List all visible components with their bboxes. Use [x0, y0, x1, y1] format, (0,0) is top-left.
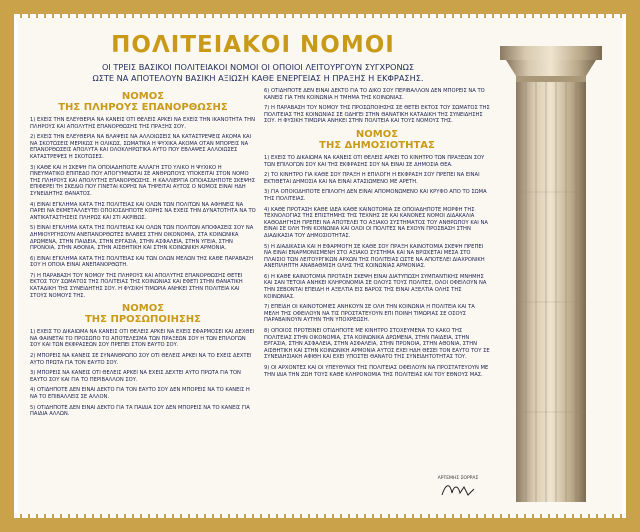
law-paragraph: 4) ΟΤΙΔΗΠΟΤΕ ΔΕΝ ΕΙΝΑΙ ΔΕΚΤΟ ΓΙΑ ΤΟΝ ΕΑΥΤΟ ΣΟΥ ΔΕΝ ΜΠΟΡΕΙΣ ΝΑ ΤΟ ΚΑΝΕΙΣ Η ΝΑ ΤΟ ΕΠΙΒΑΛΛΕΙΣ ΣΕ ΑΛΛΟΝ.	[30, 387, 250, 400]
law-paragraph: 3) ΓΙΑ ΟΠΟΙΟΔΗΠΟΤΕ ΕΠΙΛΟΓΗ ΔΕΝ ΕΙΝΑΙ ΑΠΟΜΟΝΩΜΕΝΟ ΚΑΙ ΚΡΥΦΟ ΑΠΟ ΤΟ ΣΩΜΑ ΤΗΣ ΠΟΛΙΤΕΙΑΣ.	[264, 189, 487, 202]
law-paragraph: 7) Η ΠΑΡΑΒΑΣΗ ΤΟΥ ΝΟΜΟΥ ΤΗΣ ΠΡΟΣΩΠΟΙΗΣΗΣ ΣΕ ΘΕΤΕΙ ΕΚΤΟΣ ΤΟΥ ΣΩΜΑΤΟΣ ΤΗΣ ΠΟΛΙΤΕΙΑΣ ΤΗΣ ΚΟΙΝΩΝΙΑΣ ΣΕ ΟΔΗΓΕΙ ΣΤΗΝ ΘΑΝΑΤΙΚΗ ΚΑΤΑΔΙΚΗ ΤΗΣ ΣΥΝΕΙΔΗΣΗΣ ΣΟΥ. Η ΦΥΣΙΚΗ ΤΙΜΩΡΙΑ ΑΝΗΚΕΙ ΣΤΗΝ ΠΟΛΙΤΕΙΑ ΚΑΙ ΤΟΥΣ ΝΟΜΟΥΣ ΤΗΣ.	[264, 105, 490, 125]
law-paragraph: 2) ΕΧΕΙΣ ΤΗΝ ΕΛΕΥΘΕΡΙΑ ΝΑ ΒΛΑΨΕΙΣ ΝΑ ΑΛΛΟΙΩΣΕΙΣ ΝΑ ΚΑΤΑΣΤΡΕΨΕΙΣ ΑΚΟΜΑ ΚΑΙ ΝΑ ΣΚΟΤΩΣΕΙΣ ΜΕΡΙΚΩΣ Η ΟΛΙΚΩΣ, ΣΩΜΑΤΙΚΑ Η ΨΥΧΙΚΑ ΑΚΟΜΑ ΟΤΑΝ ΜΠΟΡΕΙΣ ΝΑ ΕΠΑΝΟΡΘΩΣΕΙΣ ΑΠΟΛΥΤΑ ΚΑΙ ΟΛΟΚΛΗΡΩΤΙΚΑ ΑΥΤΟ ΠΟΥ ΕΒΛΑΨΕΣ ΑΛΛΟΙΩΣΕΣ ΚΑΤΑΣΤΡΕΨΕΣ Η ΣΚΟΤΩΣΕΣ.	[30, 134, 252, 160]
poster-content	[18, 18, 622, 514]
section-heading-line: ΝΟΜΟΣ	[355, 128, 399, 140]
signature-label: ΑΡΤΕΜΗΣ ΣΟΡΡΑΣ	[437, 476, 479, 481]
law-paragraph: 4) ΚΑΘΕ ΠΡΟΤΑΣΗ ΚΑΘΕ ΙΔΕΑ ΚΑΘΕ ΚΑΙΝΟΤΟΜΙΑ ΣΕ ΟΠΟΙΑΔΗΠΟΤΕ ΜΟΡΦΗ ΤΗΣ ΤΕΧΝΟΛΟΓΙΑΣ ΤΗΣ ΕΠΙΣΤΗΜΗΣ ΤΗΣ ΤΕΧΝΗΣ ΣΕ ΚΑΙ ΚΑΝΟΝΕΣ ΝΟΜΟΙ ΔΙΔΑΚΑΛΙΑ ΚΑΘΟΔΗΓΗΣΗ ΠΡΕΠΕΙ ΝΑ ΑΠΟΤΕΛΕΙ ΤΟ ΑΞΙΑΚΟ ΣΥΣΤΗΜΑΤΟΣ ΤΟΥ ΑΝΘΡΩΠΟΥ ΚΑΙ ΝΑ ΕΙΝΑΙ ΣΕ ΟΛΗ ΤΗΝ ΚΟΙΝΩΝΙΑ ΚΑΙ ΟΛΟΙ ΟΙ ΠΟΛΙΤΕΣ ΝΑ ΕΧΟΥΝ ΠΡΟΣΒΑΣΗ ΣΤΗΝ ΔΙΑΔΙΚΑΣΙΑ ΤΟΥ ΔΗΜΟΣΙΟΤΗΤΑΣ.	[264, 206, 488, 239]
law-paragraph: 5) ΟΤΙΔΗΠΟΤΕ ΔΕΝ ΕΙΝΑΙ ΔΕΚΤΟ ΓΙΑ ΤΑ ΠΑΙΔΙΑ ΣΟΥ ΔΕΝ ΜΠΟΡΕΙΣ ΝΑ ΤΟ ΚΑΝΕΙΣ ΓΙΑ ΠΑΙΔΙΑ ΑΛΛΩΝ.	[30, 404, 250, 418]
column-shaft	[516, 82, 586, 502]
section-heading-publicity	[264, 129, 490, 151]
subtitle-line-1: ΟΙ ΤΡΕΙΣ ΒΑΣΙΚΟΙ ΠΟΛΙΤΕΙΑΚΟΙ ΝΟΜΟΙ ΟΙ ΟΠΟΙΟΙ ΛΕΙΤΟΥΡΓΟΥΝ ΣΥΓΧΡΟΝΩΣ	[101, 62, 415, 72]
section-heading-line: ΤΗΣ ΔΗΜΟΣΙΟΤΗΤΑΣ	[319, 139, 435, 151]
subtitle-line-2: ΩΣΤΕ ΝΑ ΑΠΟΤΕΛΟΥΝ ΒΑΣΙΚΗ ΑΞΙΩΣΗ ΚΑΘΕ ΕΝΕΡΓΕΙΑΣ Η ΠΡΑΞΗΣ Η ΕΚΦΡΑΣΗΣ.	[92, 73, 424, 83]
signature-block	[428, 476, 488, 503]
law-paragraph: 7) Η ΠΑΡΑΒΑΣΗ ΤΟΥ ΝΟΜΟΥ ΤΗΣ ΠΛΗΡΟΥΣ ΚΑΙ ΑΠΟΛΥΤΗΣ ΕΠΑΝΟΡΘΩΣΗΣ ΘΕΤΕΙ ΕΚΤΟΣ ΤΟΥ ΣΩΜΑΤΟΣ ΤΗΣ ΠΟΛΙΤΕΙΑΣ ΤΗΣ ΚΟΙΝΩΝΙΑΣ ΚΑΙ ΕΦΕΤΙ ΣΤΗΝ ΘΑΝΑΤΙΚΗ ΚΑΤΑΔΙΚΗ ΤΗΣ ΣΥΝΕΙΔΗΤΗΣ ΣΟΥ. Η ΦΥΣΙΚΗ ΤΙΜΩΡΙΑ ΑΝΗΚΕΙ ΣΤΗΝ ΠΟΛΙΤΕΙΑ ΚΑΙ ΣΤΟΥΣ ΝΟΜΟΥΣ ΤΗΣ.	[30, 272, 243, 299]
column-neck	[516, 76, 586, 82]
right-column	[264, 88, 490, 382]
law-paragraph: 8) ΟΠΟΙΟΣ ΠΡΟΤΕΙΝΕΙ ΟΤΙΔΗΠΟΤΕ ΜΕ ΚΙΝΗΤΡΟ ΣΤΟΧΕΥΜΕΝΑ ΤΟ ΚΑΚΟ ΤΗΣ ΠΟΛΙΤΕΙΑΣ ΣΤΗΝ ΟΙΚΟΝΟΜΙΑ, ΣΤΑ ΚΟΙΝΩΝΙΚΑ ΔΡΩΜΕΝΑ, ΣΤΗΝ ΠΑΙΔΕΙΑ, ΣΤΗΝ ΕΡΓΑΣΙΑ, ΣΤΗΝ ΑΣΦΑΛΕΙΑ, ΣΤΗΝ ΑΣΦΑΛΕΙΑ, ΣΤΗΝ ΠΡΟΝΟΙΑ, ΣΤΗΝ ΑΘΟΝΙΑ, ΣΤΗΝ ΑΙΣΘΗΤΙΚΗ ΚΑΙ ΣΤΗΝ ΚΟΙΝΩΝΙΚΗ ΑΡΜΟΝΙΑ ΑΥΤΟΣ ΕΧΕΙ ΗΔΗ ΘΕΣΕΙ ΤΟΝ ΕΑΥΤΟ ΤΟΥ ΣΕ ΣΥΝΕΙΔΗΣΙΑΚΗ ΑΦΙΘΗ ΚΑΙ ΕΧΕΙ ΥΠΟΣΤΕΙ ΘΑΝΑΤΟ ΤΗΣ ΣΥΝΕΙΔΗΤΟΤΗΤΑΣ ΤΟΥ.	[264, 328, 490, 361]
left-column	[30, 88, 256, 422]
law-paragraph: 7) ΕΠΕΙΔΗ ΟΙ ΚΑΙΝΟΤΟΜΙΕΣ ΑΝΗΚΟΥΝ ΣΕ ΟΛΗ ΤΗΝ ΚΟΙΝΩΝΙΑ Η ΠΟΛΙΤΕΙΑ ΚΑΙ ΤΑ ΜΕΛΗ ΤΗΣ ΟΦΕΙΛΟΥΝ ΝΑ ΤΙΣ ΠΡΟΣΤΑΤΕΥΟΥΝ ΕΠΙ ΠΟΙΝΗ ΤΙΜΩΡΙΑΣ ΣΕ ΟΣΟΥΣ ΠΑΡΑΒΑΙΝΟΥΝ ΑΥΤΗΝ ΤΗΝ ΥΠΟΧΡΕΩΣΗ.	[264, 304, 475, 324]
law-paragraph: 2) ΜΠΟΡΕΙΣ ΝΑ ΚΑΝΕΙΣ ΣΕ ΣΥΝΑΝΘΡΩΠΟ ΣΟΥ ΟΤΙ ΘΕΛΕΙΣ ΑΡΚΕΙ ΝΑ ΤΟ ΕΧΕΙΣ ΔΕΧΤΕΙ ΑΥΤΟ ΠΡΩΤΑ ΓΙΑ ΤΟΝ ΕΑΥΤΟ ΣΟΥ.	[30, 353, 252, 366]
law-paragraph: 6) Η ΚΑΘΕ ΚΑΙΝΟΤΟΜΙΑ ΠΡΟΤΑΣΗ ΣΚΕΨΗ ΕΙΝΑΙ ΔΙΑΤΥΠΩΣΗ ΣΥΜΠΑΝΤΙΚΗΣ ΜΝΗΜΗΣ ΚΑΙ ΣΑΝ ΤΕΤΟΙΑ ΑΝΗΚΕΙ ΚΛΗΡΟΝΟΜΙΑ ΣΕ ΟΛΟΥΣ ΤΟΥΣ ΠΟΛΙΤΕΣ, ΟΛΟΙ ΟΦΕΙΛΟΥΝ ΝΑ ΤΗΝ ΣΕΒΟΝΤΑΙ ΕΠΕΙΔΗ Η ΑΞΕΛΤΙΑ ΕΙΣ ΒΑΡΟΣ ΤΗΣ ΕΙΝΑΙ ΑΞΕΛΤΙΑ ΟΛΗΣ ΤΗΣ ΚΟΙΝΩΝΙΑΣ.	[264, 273, 487, 300]
section-heading-line: ΤΗΣ ΠΡΟΣΩΠΟΙΗΣΗΣ	[84, 314, 202, 326]
section-heading-line: ΝΟΜΟΣ	[121, 91, 165, 102]
law-paragraph: 5) ΕΙΝΑΙ ΕΓΚΛΗΜΑ ΚΑΤΑ ΤΗΣ ΠΟΛΙΤΕΙΑΣ ΚΑΙ ΟΛΩΝ ΤΩΝ ΠΟΛΙΤΩΝ ΑΠΟΦΑΣΕΙΣ ΣΟΥ ΝΑ ΔΗΜΙΟΥΡΓΗΣΟΥΝ ΑΝΕΠΑΝΟΡΘΩΤΕΣ ΒΛΑΒΕΣ ΣΤΗΝ ΟΙΚΟΝΟΜΙΑ, ΣΤΑ ΚΟΙΝΩΝΙΚΑ ΔΡΩΜΕΝΑ, ΣΤΗΝ ΠΑΙΔΕΙΑ, ΣΤΗΝ ΕΡΓΑΣΙΑ, ΣΤΗΝ ΑΣΦΑΛΕΙΑ, ΣΤΗΝ ΥΓΕΙΑ, ΣΤΗΝ ΠΡΟΝΟΙΑ, ΣΤΗΝ ΑΘΟΝΙΑ, ΣΤΗΝ ΑΙΣΘΗΤΙΚΗ ΚΑΙ ΣΤΗΝ ΚΟΙΝΩΝΙΚΗ ΑΡΜΟΝΙΑ.	[30, 225, 254, 252]
section-heading-line: ΤΗΣ ΠΛΗΡΟΥΣ ΕΠΑΝΟΡΘΩΣΗΣ	[58, 102, 228, 113]
law-paragraph: 6) ΟΤΙΔΗΠΟΤΕ ΔΕΝ ΕΙΝΑΙ ΔΕΚΤΟ ΓΙΑ ΤΟ ΔΙΚΟ ΣΟΥ ΠΕΡΙΒΑΛΛΟΝ ΔΕΝ ΜΠΟΡΕΙΣ ΝΑ ΤΟ ΚΑΝΕΙΣ ΓΙΑ ΤΗΝ ΚΟΙΝΩΝΙΑ Η ΤΜΗΜΑ ΤΗΣ ΚΟΙΝΩΝΙΑΣ.	[264, 88, 485, 101]
page-title: ΠΟΛΙΤΕΙΑΚΟΙ ΝΟΜΟΙ	[111, 32, 395, 58]
law-paragraph: 3) ΜΠΟΡΕΙΣ ΝΑ ΚΑΝΕΙΣ ΟΤΙ ΘΕΛΕΙΣ ΑΡΚΕΙ ΝΑ ΕΧΕΙΣ ΔΕΧΤΕΙ ΑΥΤΟ ΠΡΩΤΑ ΓΙΑ ΤΟΝ ΕΑΥΤΟ ΣΟΥ ΚΑΙ ΓΙΑ ΤΟ ΠΕΡΙΒΑΛΛΟΝ ΣΟΥ.	[30, 370, 241, 383]
column-abacus	[500, 46, 602, 60]
column-echinus	[506, 60, 596, 76]
section-heading-restoration	[30, 91, 256, 113]
law-paragraph: 9) ΟΙ ΑΡΧΟΝΤΕΣ ΚΑΙ ΟΙ ΥΠΕΥΘΥΝΟΙ ΤΗΣ ΠΟΛΙΤΕΙΑΣ ΟΦΕΙΛΟΥΝ ΝΑ ΠΡΟΣΤΑΤΕΥΟΥΝ ΜΕ ΤΗΝ ΙΔΙΑ ΤΗΝ ΖΩΗ ΤΟΥΣ ΚΑΘΕ ΚΛΗΡΟΝΟΜΙΑ ΤΗΣ ΠΟΛΙΤΕΙΑΣ ΚΑΙ ΤΟΥ ΕΘΝΟΥΣ ΜΑΣ.	[264, 365, 489, 378]
law-paragraph: 4) ΕΙΝΑΙ ΕΓΚΛΗΜΑ ΚΑΤΑ ΤΗΣ ΠΟΛΙΤΕΙΑΣ ΚΑΙ ΟΛΩΝ ΤΩΝ ΠΟΛΙΤΩΝ ΝΑ ΑΦΗΝΕΙΣ ΝΑ ΠΑΡΕΙ ΝΑ ΕΚΜΕΤΑΛΛΕΥΤΕΙ ΟΠΟΙΟΣΔΗΠΟΤΕ ΚΟΡΗΣ ΝΑ ΕΧΕΙΣ ΤΗΝ ΔΥΝΑΤΟΤΗΤΑ ΝΑ ΤΟ ΑΝΤΙΚΑΤΑΣΤΗΣΕΙΣ ΠΛΗΡΩΣ ΚΑΙ ΣΤΙ ΑΚΡΙΒΩΣ.	[30, 201, 256, 221]
law-paragraph: 5) Η ΔΙΑΔΙΚΑΣΙΑ ΚΑΙ Η ΕΦΑΡΜΟΓΗ ΣΕ ΚΑΘΕ ΣΟΥ ΠΡΑΞΗ ΚΑΙΝΟΤΟΜΙΑ ΣΚΕΨΗ ΠΡΕΠΕΙ ΝΑ ΕΙΝΑΙ ΕΝΑΡΜΟΝΙΣΜΕΝΗ ΣΤΟ ΑΞΙΑΚΟ ΣΥΣΤΗΜΑ ΚΑΙ ΝΑ ΒΡΙΣΚΕΤΑΙ ΜΕΣΑ ΣΤΟ ΠΛΑΙΣΙΟ ΤΩΝ ΛΕΙΤΟΥΡΓΙΚΩΝ ΑΡΧΩΝ ΤΗΣ ΠΟΛΙΤΕΙΑΣ ΩΣΤΕ ΝΑ ΑΠΟΤΕΛΕΙ ΔΙΑΧΡΟΝΙΚΗ ΑΝΕΠΙΛΗΠΤΗ ΑΝΑΒΑΘΜΙΣΗ ΟΛΗΣ ΤΗΣ ΚΟΙΝΩΝΙΑΣ ΑΡΜΟΝΙΑΣ.	[264, 243, 485, 270]
section-heading-line: ΝΟΜΟΣ	[121, 303, 165, 315]
doric-column-image	[496, 42, 606, 512]
law-paragraph: 1) ΕΧΕΙΣ ΤΟ ΔΙΚΑΙΩΜΑ ΝΑ ΚΑΝΕΙΣ ΟΤΙ ΘΕΛΕΙΣ ΑΡΚΕΙ ΝΑ ΕΧΕΙΣ ΕΦΑΡΜΟΣΕΙ ΚΑΙ ΔΕΧΘΕΙ ΝΑ ΦΑΙΝΕΤΑΙ ΤΟ ΠΡΟΣΩΠΟ ΤΟ ΑΠΟΤΕΛΕΣΜΑ ΤΩΝ ΠΡΑΞΕΩΝ ΣΟΥ Η ΤΩΝ ΕΠΙΛΟΓΩΝ ΣΟΥ ΚΑΙ ΤΩΝ ΕΚΦΡΑΣΕΩΝ ΣΟΥ ΠΡΕΠΕΙ ΣΤΟΝ ΕΑΥΤΟ ΣΟΥ.	[30, 329, 255, 349]
subtitle	[28, 62, 488, 84]
law-paragraph: 1) ΕΧΕΙΣ ΤΗΝ ΕΛΕΥΘΕΡΙΑ ΝΑ ΚΑΝΕΙΣ ΟΤΙ ΘΕΛΕΙΣ ΑΡΚΕΙ ΝΑ ΕΧΕΙΣ ΤΗΝ ΙΚΑΝΟΤΗΤΑ ΤΗΝ ΠΛΗΡΟΥΣ ΚΑΙ ΑΠΟΛΥΤΗΣ ΕΠΑΝΟΡΘΩΣΗΣ ΤΗΣ ΠΡΑΞΗΣ ΣΟΥ.	[30, 117, 255, 130]
section-heading-personification	[30, 303, 256, 325]
law-paragraph: 1) ΕΧΕΙΣ ΤΟ ΔΙΚΑΙΩΜΑ ΝΑ ΚΑΝΕΙΣ ΟΤΙ ΘΕΛΕΙΣ ΑΡΚΕΙ ΤΟ ΚΙΝΗΤΡΟ ΤΩΝ ΠΡΑΞΕΩΝ ΣΟΥ ΤΩΝ ΕΠΙΛΟΓΩΝ ΣΟΥ ΚΑΙ ΤΗΣ ΕΚΦΡΑΣΗΣ ΣΟΥ ΝΑ ΕΙΝΑΙ ΣΕ ΔΗΜΟΣΙΑ ΘΕΑ.	[264, 154, 485, 168]
handwritten-signature	[438, 481, 478, 499]
law-paragraph: 3) ΚΑΘΕ ΚΑΙ Η ΣΚΕΨΗ ΓΙΑ ΟΠΟΙΑΔΗΠΟΤΕ ΑΛΛΑΓΗ ΣΤΟ ΥΛΙΚΟ Η ΨΥΧΙΚΟ Η ΠΝΕΥΜΑΤΙΚΟ ΕΠΙΠΕΔΟ ΠΟΥ ΑΠΟΓΥΜΝΩΤΑΙ ΣΕ ΑΝΘΡΩΠΟΥΣ ΥΠΟΚΕΙΤΑΙ ΣΤΟΝ ΝΟΜΟ ΤΗΣ ΠΛΗΡΟΥΣ ΚΑΙ ΑΠΟΛΥΤΗΣ ΕΠΑΝΟΡΘΩΣΗΣ. Η ΚΑΛΛΙΕΡΓΙΑ ΟΠΟΙΑΣΔΗΠΟΤΕ ΣΚΕΨΗΣ ΕΠΙΦΕΡΕΙ ΤΗ ΣΚΕΔΙΟ ΠΟΥ ΓΙΝΕΤΑΙ ΚΟΡΗΣ ΝΑ ΤΗΡΕΙΤΑΙ ΑΥΤΟΣ Ο ΝΟΜΟΣ ΕΙΝΑΙ ΗΔΗ ΣΥΝΕΙΔΗΤΗΣ ΘΑΝΑΤΟΣ.	[30, 164, 255, 197]
law-paragraph: 2) ΤΟ ΚΙΝΗΤΡΟ ΓΙΑ ΚΑΘΕ ΣΟΥ ΠΡΑΞΗ Η ΕΠΙΛΟΓΗ Η ΕΚΦΡΑΣΗ ΣΟΥ ΠΡΕΠΕΙ ΝΑ ΕΙΝΑΙ ΕΚΤΙΘΕΤΑΙ ΔΗΜΟΣΙΑ ΚΑΙ ΝΑ ΕΙΝΑΙ ΑΤΑΣΙΩΜΕΝΟ ΜΕ ΑΡΕΤΗ.	[264, 172, 480, 185]
law-paragraph: 6) ΕΙΝΑΙ ΕΓΚΛΗΜΑ ΚΑΤΑ ΤΗΣ ΠΟΛΙΤΕΙΑΣ ΚΑΙ ΤΩΝ ΟΛΩΝ ΜΕΛΩΝ ΤΗΣ ΚΑΘΕ ΠΑΡΑΒΑΣΗ ΣΟΥ Η ΟΠΟΙΑ ΕΙΝΑΙ ΑΝΕΠΑΝΟΡΘΩΤΗ.	[30, 255, 253, 269]
